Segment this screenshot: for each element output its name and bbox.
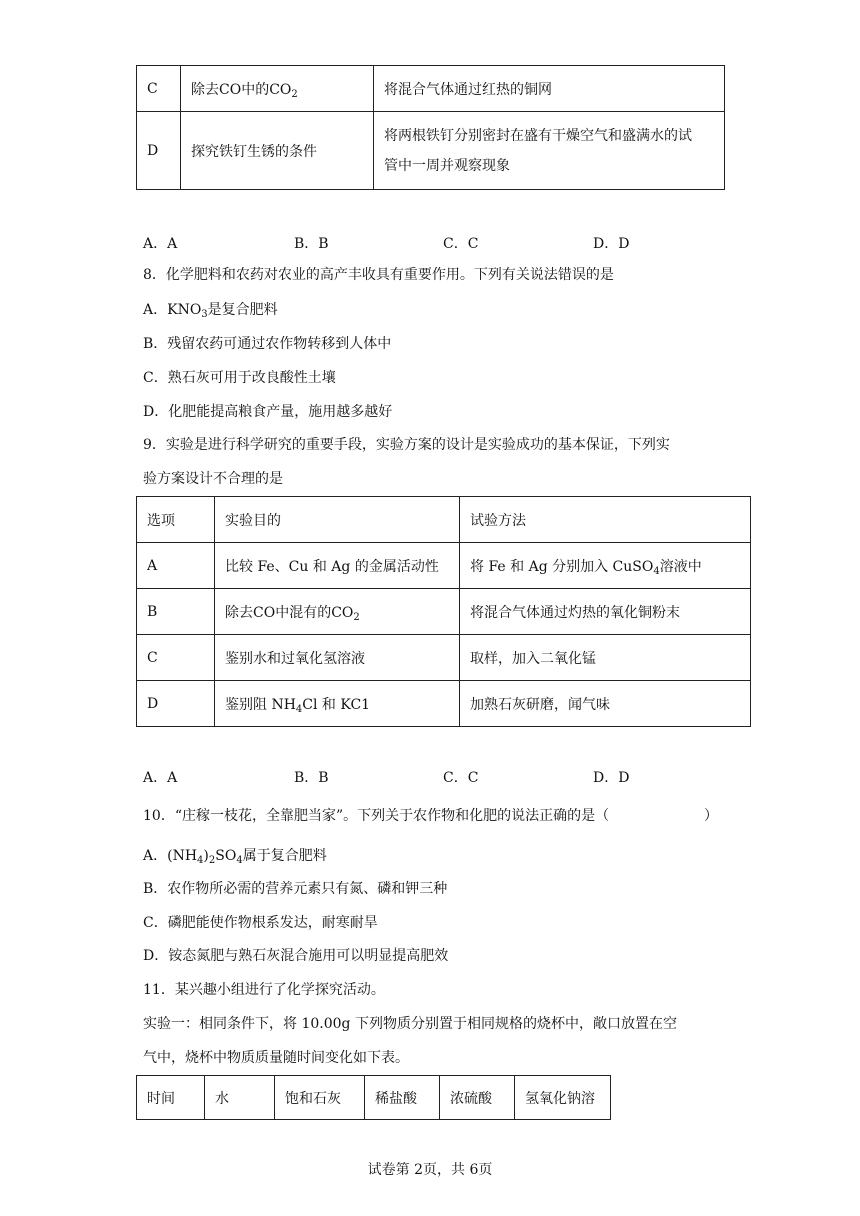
purpose-cell: 鉴别水和过氧化氢溶液 [215,635,460,681]
q7-option-c: C．C [443,236,479,252]
q11-table [136,1075,611,1120]
q9-stem-line1: 9．实验是进行科学研究的重要手段，实验方案的设计是实验成功的基本保证，下列实 [143,437,670,453]
method-line: 将两根铁钉分别密封在盛有干燥空气和盛满水的试 [384,127,692,144]
q8-stem: 8．化学肥料和农药对农业的高产丰收具有重要作用。下列有关说法错误的是 [143,267,614,283]
header-cell: 时间 [137,1076,205,1120]
purpose-cell: 除去CO中混有的$CO_2$ [215,589,460,635]
top-table [136,65,725,190]
q11-exp-line1: 实验一：相同条件下，将 10.00g 下列物质分别置于相同规格的烧杯中，敞口放置在空 [143,1016,677,1032]
page-footer: 试卷第 2页，共 6页 [367,1162,493,1178]
q9-table [136,496,751,727]
option-cell: D [137,112,181,190]
q7-option-d: D．D [593,236,630,252]
option-cell: A [137,543,215,589]
q7-option-a: A．A [143,236,178,252]
table-row [137,681,751,727]
q10-option-c: C．磷肥能使作物根系发达，耐寒耐旱 [143,915,378,931]
purpose-cell: 鉴别阻 $NH_4Cl$ 和 KC1 [215,681,460,727]
table-row [137,112,725,190]
q9-stem-line2: 验方案设计不合理的是 [143,471,283,487]
method-cell: 将混合气体通过红热的铜网 [374,66,725,112]
table-row [137,543,751,589]
option-cell: C [137,635,215,681]
q9-option-b: B．B [294,770,329,786]
method-cell: 将 Fe 和 Ag 分别加入 CuSO$_4$溶液中 [460,543,751,589]
header-cell: 试验方法 [460,497,751,543]
q7-option-b: B．B [294,236,329,252]
q10-option-a: A．$(NH_4)_2SO_4$属于复合肥料 [143,848,327,866]
q10-option-d: D．铵态氮肥与熟石灰混合施用可以明显提高肥效 [143,948,449,964]
q11-exp-line2: 气中，烧杯中物质质量随时间变化如下表。 [143,1050,409,1066]
table-header-row [137,1076,611,1120]
table-row [137,589,751,635]
method-cell [374,112,725,190]
method-cell: 将混合气体通过灼热的氧化铜粉末 [460,589,751,635]
method-cell: 加熟石灰研磨，闻气味 [460,681,751,727]
header-cell: 浓硫酸 [440,1076,515,1120]
q8-option-a: A．$KNO_3$是复合肥料 [143,302,278,320]
option-cell: D [137,681,215,727]
purpose-cell: 除去CO中的$CO_2$ [181,66,374,112]
q10-option-b: B．农作物所必需的营养元素只有氮、磷和钾三种 [143,881,448,897]
q10-stem-close: ） [704,808,718,824]
table-row [137,66,725,112]
header-cell: 稀盐酸 [365,1076,440,1120]
option-cell: B [137,589,215,635]
table-row [137,635,751,681]
option-cell: C [137,66,181,112]
header-cell: 饱和石灰 [275,1076,365,1120]
q9-option-c: C．C [443,770,479,786]
q8-option-b: B．残留农药可通过农作物转移到人体中 [143,336,392,352]
q10-stem: 10．“庄稼一枝花，全靠肥当家”。下列关于农作物和化肥的说法正确的是（ [143,808,610,824]
q9-option-d: D．D [593,770,630,786]
table-header-row [137,497,751,543]
header-cell: 实验目的 [215,497,460,543]
q11-stem: 11．某兴趣小组进行了化学探究活动。 [143,982,385,998]
q8-option-d: D．化肥能提高粮食产量，施用越多越好 [143,404,393,420]
q9-option-a: A．A [143,770,178,786]
header-cell: 氢氧化钠溶 [515,1076,611,1120]
header-cell: 水 [205,1076,275,1120]
purpose-cell: 探究铁钉生锈的条件 [181,112,374,190]
header-cell: 选项 [137,497,215,543]
method-line: 管中一周并观察现象 [384,157,510,174]
method-cell: 取样，加入二氧化锰 [460,635,751,681]
q8-option-c: C．熟石灰可用于改良酸性土壤 [143,370,336,386]
purpose-cell: 比较 Fe、Cu 和 Ag 的金属活动性 [215,543,460,589]
